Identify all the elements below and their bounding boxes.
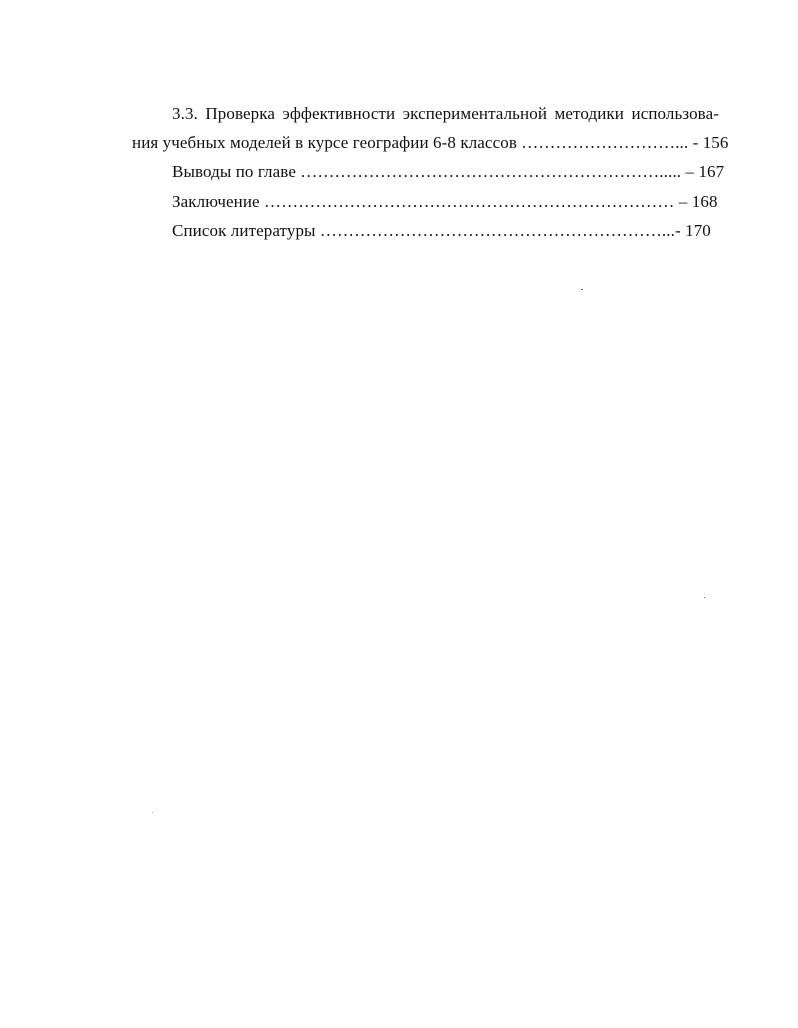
toc-entry-references: Список литературы ……………………………………………………...- 170 [172,221,711,240]
toc-entry-conclusions: Выводы по главе ………………………………………………………..... – 167 [172,162,725,181]
scan-speck [704,597,705,598]
toc-entry-summary: Заключение ……………………………………………………………… – 168 [172,192,718,211]
scan-speck [581,289,583,290]
toc-entry-3-3-line-1: 3.3. Проверка эффективности экспериментальной методики использова- [172,104,719,123]
scan-speck [152,812,153,813]
toc-entry-3-3-line-2: ния учебных моделей в курсе географии 6-8 классов ………………………... - 156 [132,133,729,152]
